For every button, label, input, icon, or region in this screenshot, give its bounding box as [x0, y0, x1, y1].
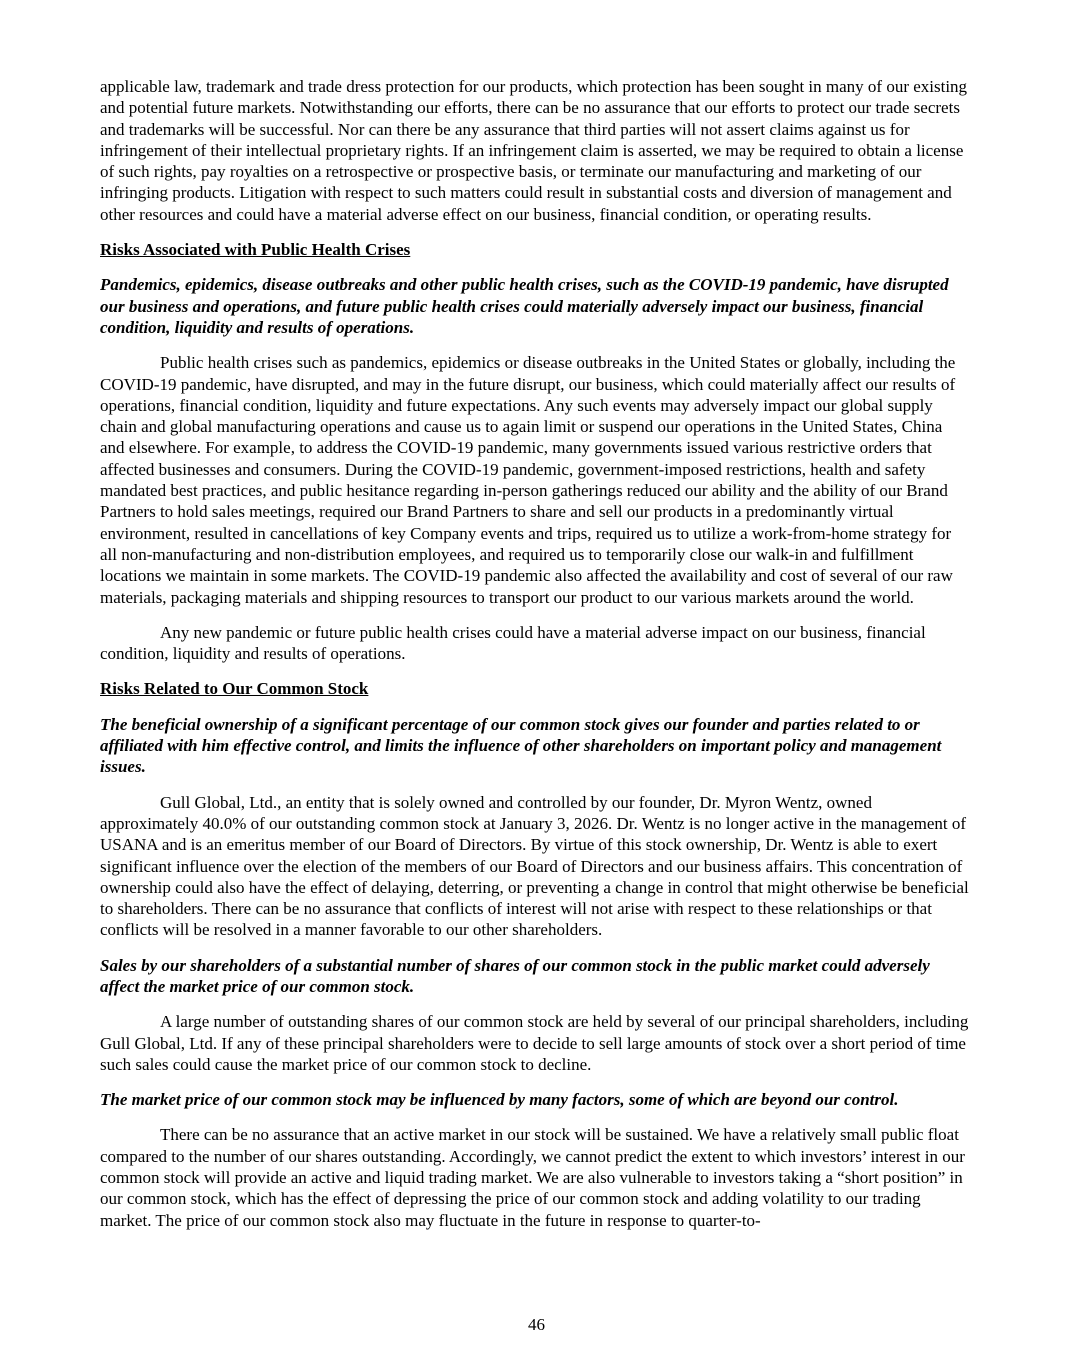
section-heading-public-health-crises: Risks Associated with Public Health Crises [100, 240, 411, 260]
risk-heading-beneficial-ownership: The beneficial ownership of a significant percentage of our common stock gives our founder and parties related to or affiliated with him effective control, and limits the influence of other shareholders on important policy and management issues. [100, 714, 942, 777]
body-paragraph-ip-litigation: applicable law, trademark and trade dress protection for our products, which protection has been sought in many of our existing and potential future markets. Notwithstanding our efforts, there can be no assurance that our efforts to protect our trade secrets and trademarks will be successful. Nor can there be any assurance that third parties will not assert claims against us for infringement of their intellectual proprietary rights. If an infringement claim is asserted, we may be required to obtain a license of such rights, pay royalties on a retrospective or prospective basis, or terminate our manufacturing and marketing of our infringing products. Litigation with respect to such matters could result in substantial costs and diversion of management and other resources and could have a material adverse effect on our business, financial condition, or operating results. [100, 77, 968, 224]
section-heading-common-stock: Risks Related to Our Common Stock [100, 679, 369, 699]
page-number: 46 [528, 1315, 545, 1334]
body-paragraph-new-pandemic: Any new pandemic or future public health crises could have a material adverse impact on our business, financial condition, liquidity and results of operations. [100, 622, 926, 664]
body-paragraph-gull-global: Gull Global, Ltd., an entity that is solely owned and controlled by our founder, Dr. Myron Wentz, owned approximately 40.0% of our outstanding common stock at January 3, 2026. Dr. Wentz is no longer active in the management of USANA and is an emeritus member of our Board of Directors. By virtue of this stock ownership, Dr. Wentz is able to exert significant influence over the election of the members of our Board of Directors and our business affairs. This concentration of ownership could also have the effect of delaying, deterring, or preventing a change in control that might otherwise be beneficial to shareholders. There can be no assurance that conflicts of interest will not arise with respect to these relationships or that conflicts will be resolved in a manner favorable to our other shareholders. [100, 792, 969, 940]
risk-heading-shareholder-sales: Sales by our shareholders of a substantial number of shares of our common stock in the public market could adversely affect the market price of our common stock. [100, 955, 930, 996]
document-body [100, 76, 970, 1245]
body-paragraph-public-health-crises: Public health crises such as pandemics, epidemics or disease outbreaks in the United States or globally, including the COVID-19 pandemic, have disrupted, and may in the future disrupt, our business, which could materially affect our results of operations, financial condition, liquidity and future expectations. Any such events may adversely impact our global supply chain and global manufacturing operations and cause us to again limit or suspend our operations in the United States, China and elsewhere. For example, to address the COVID-19 pandemic, many governments issued various restrictive orders that affected businesses and consumers. During the COVID-19 pandemic, government-imposed restrictions, health and safety mandated best practices, and public hesitance regarding in-person gatherings reduced our ability and the ability of our Brand Partners to hold sales meetings, required our Brand Partners to share and sell our products in a predominantly virtual environment, resulted in cancellations of key Company events and trips, required us to utilize a work-from-home strategy for all non-manufacturing and non-distribution employees, and required us to temporarily close our walk-in and fulfillment locations we maintain in some markets. The COVID-19 pandemic also affected the availability and cost of several of our raw materials, packaging materials and shipping resources to transport our product to our various markets around the world. [100, 353, 956, 607]
body-paragraph-market-price: There can be no assurance that an active market in our stock will be sustained. We have a relatively small public float compared to the number of our shares outstanding. Accordingly, we cannot predict the extent to which investors’ interest in our common stock will provide an active and liquid trading market. We are also vulnerable to investors taking a “short position” in our common stock, which has the effect of depressing the price of our common stock and adding volatility to our trading market. The price of our common stock also may fluctuate in the future in response to quarter-to- [100, 1125, 965, 1230]
body-paragraph-shareholder-sales: A large number of outstanding shares of our common stock are held by several of our principal shareholders, including Gull Global, Ltd. If any of these principal shareholders were to decide to sell large amounts of stock over a short period of time such sales could cause the market price of our common stock to decline. [100, 1012, 969, 1074]
risk-heading-pandemics: Pandemics, epidemics, disease outbreaks and other public health crises, such as the COVID-19 pandemic, have disrupted our business and operations, and future public health crises could materially adversely impact our business, financial condition, liquidity and results of operations. [100, 275, 949, 337]
risk-heading-market-price: The market price of our common stock may be influenced by many factors, some of which are beyond our control. [100, 1090, 899, 1110]
